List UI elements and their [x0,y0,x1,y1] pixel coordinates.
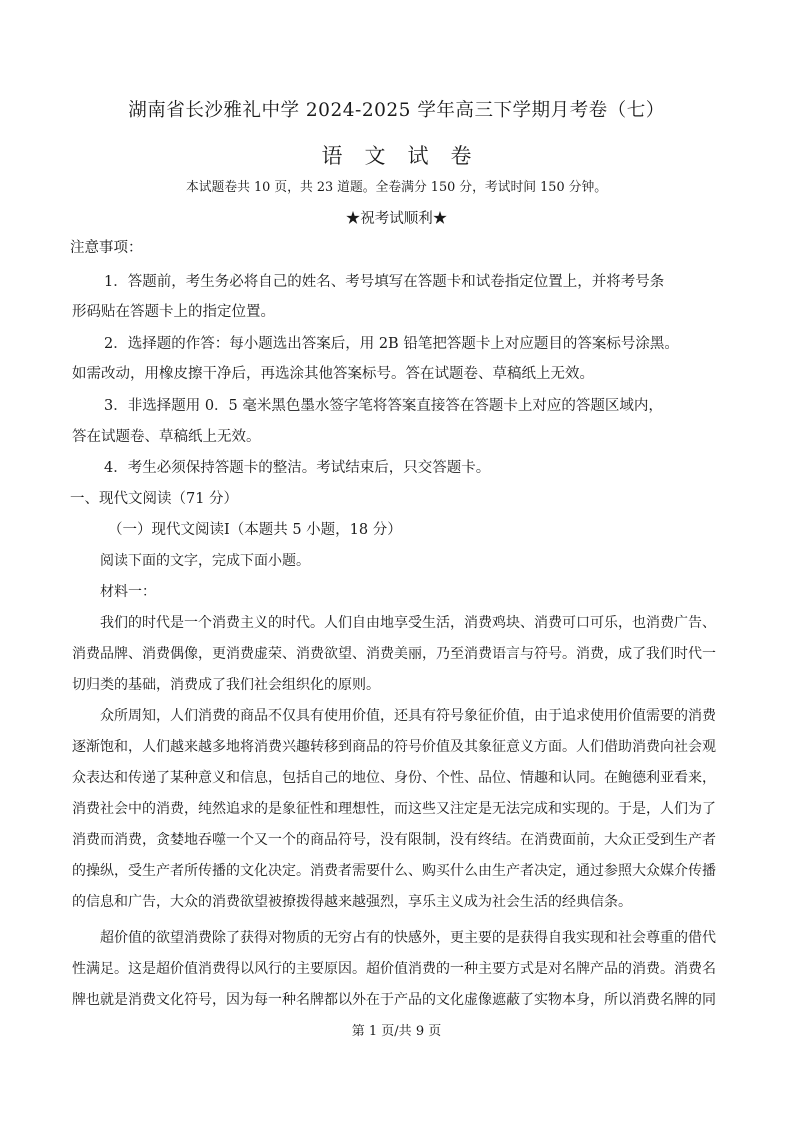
passage-line: 性满足。这是超价值消费得以风行的主要原因。超价值消费的一种主要方式是对名牌产品的消费。消费名 [72,961,716,977]
note-line: 答在试题卷、草稿纸上无效。 [72,429,261,445]
subsection-heading: （一）现代文阅读Ⅰ（本题共 5 小题，18 分） [108,522,402,538]
passage-line: 的操纵，受生产者所传播的文化决定。消费者需要什么、购买什么由生产者决定，通过参照大众媒介传播 [72,863,716,879]
material-label: 材料一： [100,584,156,600]
passage-line: 我们的时代是一个消费主义的时代。人们自由地享受生活，消费鸡块、消费可口可乐，也消费广告、 [100,615,716,631]
note-line: 1．答题前，考生务必将自己的姓名、考号填写在答题卡和试卷指定位置上，并将考号条 [104,274,665,290]
passage-line: 众表达和传递了某种意义和信息，包括自己的地位、身份、个性、品位、情趣和认同。在鲍德利亚看来， [72,770,716,786]
reading-instruction: 阅读下面的文字，完成下面小题。 [100,553,310,569]
subject-title: 语文试卷 [321,144,494,168]
exam-title: 湖南省长沙雅礼中学 2024-2025 学年高三下学期月考卷（七） [128,100,665,121]
passage-line: 消费社会中的消费，纯然追求的是象征性和理想性，而这些又注定是无法完成和实现的。于是，人们为了 [72,801,716,817]
passage-line: 切归类的基础，消费成了我们社会组织化的原则。 [72,677,380,693]
note-line: 3．非选择题用 0．5 毫米黑色墨水签字笔将答案直接答在答题卡上对应的答题区域内， [104,398,663,414]
passage-line: 众所周知，人们消费的商品不仅具有使用价值，还具有符号象征价值，由于追求使用价值需要的消费 [100,708,716,724]
exam-info: 本试题卷共 10 页，共 23 道题。全卷满分 150 分，考试时间 150 分钟。 [185,180,608,195]
passage-line: 逐渐饱和，人们越来越多地将消费兴趣转移到商品的符号价值及其象征意义方面。人们借助消费向社会观 [72,739,716,755]
note-line: 形码贴在答题卡上的指定位置。 [72,304,275,320]
good-luck-line: ★祝考试顺利★ [345,211,448,227]
passage-line: 的信息和广告，大众的消费欲望被撩拨得越来越强烈，享乐主义成为社会生活的经典信条。 [72,894,632,910]
notes-heading: 注意事项： [70,240,143,256]
section-heading: 一、现代文阅读（71 分） [70,491,239,507]
passage-line: 消费品牌、消费偶像，更消费虚荣、消费欲望、消费美丽，乃至消费语言与符号。消费，成了我们时代一 [72,646,716,662]
page-number: 第 1 页/共 9 页 [351,1024,442,1039]
passage-line: 消费而消费，贪婪地吞噬一个又一个的商品符号，没有限制，没有终结。在消费面前，大众正受到生产者 [72,832,716,848]
note-line: 2．选择题的作答：每小题选出答案后，用 2B 铅笔把答题卡上对应题目的答案标号涂黑。 [104,336,679,352]
passage-line: 超价值的欲望消费除了获得对物质的无穷占有的快感外，更主要的是获得自我实现和社会尊重的借代 [100,930,716,946]
note-line: 4．考生必须保持答题卡的整洁。考试结束后，只交答题卡。 [104,460,491,476]
note-line: 如需改动，用橡皮擦干净后，再选涂其他答案标号。答在试题卷、草稿纸上无效。 [72,366,594,382]
passage-line: 牌也就是消费文化符号，因为每一种名牌都以外在于产品的文化虚像遮蔽了实物本身，所以消费名牌的同 [72,992,716,1008]
